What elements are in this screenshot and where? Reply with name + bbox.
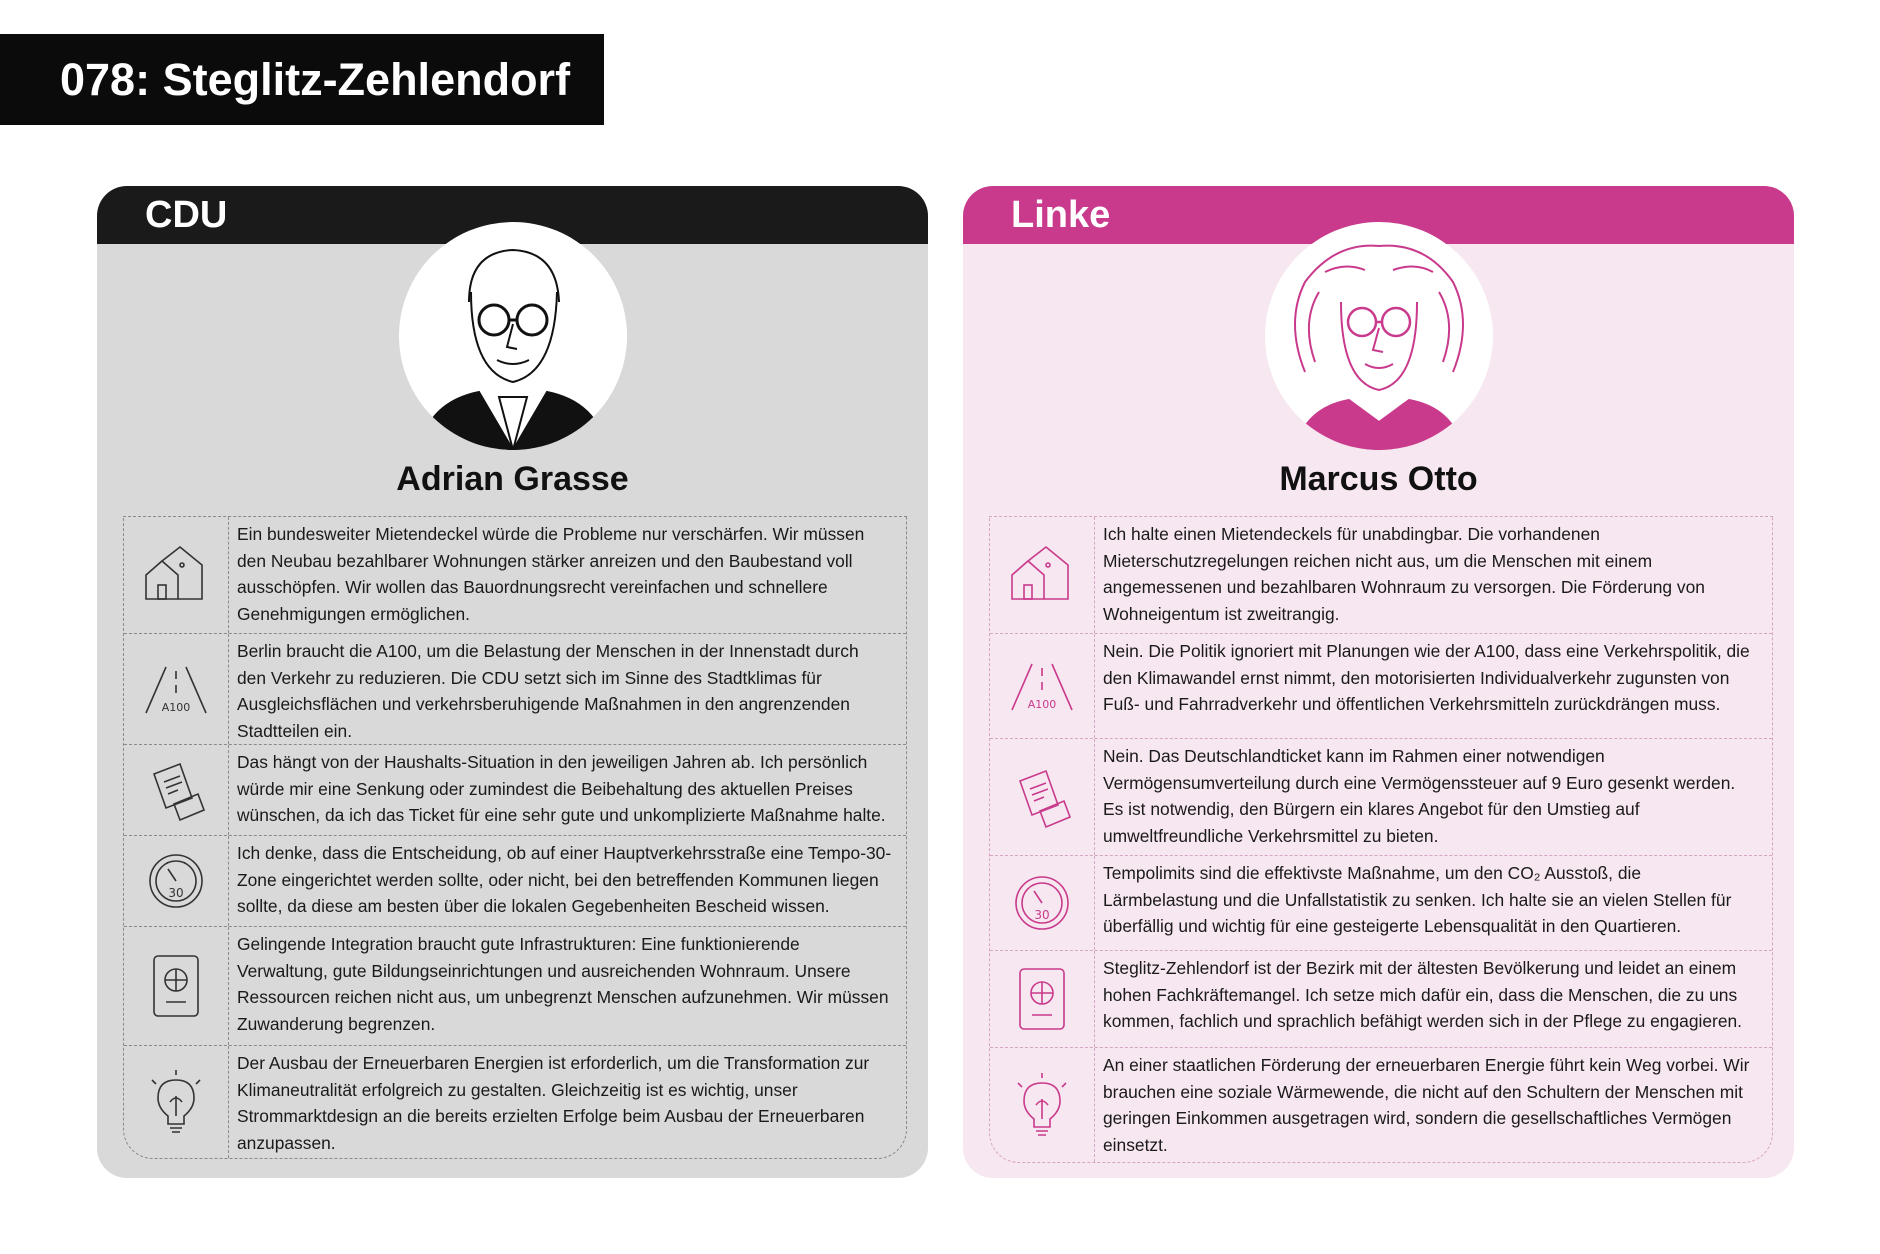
party-header: CDU (97, 186, 928, 244)
houses-icon (124, 517, 229, 633)
answer-row (990, 517, 1772, 634)
answer-text: Das hängt von der Haushalts-Situation in den jeweiligen Jahren ab. Ich persönlich würde mir eine Senkung oder zumindest die Beibehaltung des aktuellen Preises wünschen, da ich das Ticket für eine sehr gute und unkomplizierte Maßnahme halte. (237, 752, 886, 825)
answer-row (990, 634, 1772, 739)
answer-text: Ein bundesweiter Mietendeckel würde die Probleme nur verschärfen. Wir müssen den Neubau bezahlbarer Wohnungen stärker anreizen und den Baubestand voll ausschöpfen. Wir wollen das Bauordnungsrecht vereinfachen und schnellere Genehmigungen ermöglichen. (237, 524, 865, 624)
answer-row (124, 927, 906, 1046)
road-icon (990, 634, 1095, 738)
ticket-icon (124, 745, 229, 835)
answer-text: An einer staatlichen Förderung der erneuerbaren Energie führt kein Weg vorbei. Wir brauchen eine soziale Wärmewende, die nicht auf den Schultern der Menschen mit geringen Einkommen ausgetragen wird, sondern die gesellschaftliches Vermögen einsetzt. (1103, 1055, 1750, 1155)
answer-row (990, 856, 1772, 951)
road-icon (124, 634, 229, 744)
svg-text:30: 30 (1034, 908, 1050, 922)
speedometer-icon (990, 856, 1095, 950)
answer-text: Steglitz-Zehlendorf ist der Bezirk mit der ältesten Bevölkerung und leidet an einem hohen Fachkräftemangel. Ich setze mich dafür ein, dass die Menschen, die zu uns kommen, fachlich und sprachlich befähigt werden sich in der Pflege zu engagieren. (1103, 958, 1742, 1031)
answer-text: Tempolimits sind die effektivste Maßnahme, um den CO₂ Ausstoß, die Lärmbelastung und die Unfallstatistik zu senken. Ich halte sie an vielen Stellen für überfällig und wichtig für eine gesteigerte Lebensqualität in den Quartieren. (1103, 863, 1732, 936)
answer-text: Der Ausbau der Erneuerbaren Energien ist erforderlich, um die Transformation zur Klimaneutralität erfolgreich zu gestalten. Gleichzeitig ist es wichtig, unser Strommarktdesign an die bereits erzielten Erfolge beim Ausbau der Erneuerbaren anzupassen. (237, 1053, 870, 1153)
candidate-name: Adrian Grasse (396, 460, 629, 498)
svg-text:A100: A100 (161, 701, 191, 714)
answers-table (123, 516, 907, 1159)
portrait-drawing (1265, 222, 1493, 450)
answer-text: Berlin braucht die A100, um die Belastung der Menschen in der Innenstadt durch den Verkehr zu reduzieren. Die CDU setzt sich im Sinne des Stadtklimas für Ausgleichsflächen und verkehrsberuhigende Maßnahmen in den angrenzenden Stadtteilen ein. (237, 641, 859, 741)
answer-row (124, 517, 906, 634)
party-header: Linke (963, 186, 1794, 244)
answer-row (990, 739, 1772, 856)
answer-text: Nein. Die Politik ignoriert mit Planungen wie der A100, dass eine Verkehrspolitik, die den Klimawandel ernst nimmt, den motorisierten Individualverkehr zugunsten von Fuß- und Fahrradverkehr und öffentlichen Verkehrsmitteln zurückdrängen muss. (1103, 641, 1750, 714)
answer-row (124, 836, 906, 927)
answer-row (990, 951, 1772, 1048)
ticket-icon (990, 739, 1095, 855)
svg-text:30: 30 (168, 886, 184, 900)
answer-text: Gelingende Integration braucht gute Infrastrukturen: Eine funktionierende Verwaltung, gute Bildungseinrichtungen und ausreichenden Wohnraum. Unsere Ressourcen reichen nicht aus, um unbegrenzt Menschen aufzunehmen. Wir müssen Zuwanderung begrenzen. (237, 934, 889, 1034)
passport-icon (124, 927, 229, 1045)
portrait-drawing (399, 222, 627, 450)
answers-table (989, 516, 1773, 1163)
answer-row (124, 1046, 906, 1158)
candidate-card-cdu (97, 186, 928, 1178)
lightbulb-icon (990, 1048, 1095, 1162)
passport-icon (990, 951, 1095, 1047)
lightbulb-icon (124, 1046, 229, 1158)
answer-row (124, 634, 906, 745)
svg-text:A100: A100 (1027, 698, 1057, 711)
page-title: 078: Steglitz-Zehlendorf (0, 34, 604, 125)
answer-row (990, 1048, 1772, 1162)
candidate-name: Marcus Otto (1279, 460, 1478, 498)
speedometer-icon (124, 836, 229, 926)
houses-icon (990, 517, 1095, 633)
answer-text: Nein. Das Deutschlandticket kann im Rahmen einer notwendigen Vermögensumverteilung durch eine Vermögenssteuer auf 9 Euro gesenkt werden. Es ist notwendig, den Bürgern ein klares Angebot für den Umstieg auf umweltfreundliche Verkehrsmittel zu bieten. (1103, 746, 1736, 846)
candidate-card-linke (963, 186, 1794, 1178)
answer-text: Ich denke, dass die Entscheidung, ob auf einer Hauptverkehrsstraße eine Tempo-30-Zone eingerichtet werden sollte, oder nicht, bei den betreffenden Kommunen liegen sollte, da diese am besten über die lokalen Gegebenheiten Bescheid wissen. (237, 843, 892, 916)
answer-row (124, 745, 906, 836)
answer-text: Ich halte einen Mietendeckels für unabdingbar. Die vorhandenen Mieterschutzregelungen reichen nicht aus, um die Menschen mit einem angemessenen und bezahlbaren Wohnraum zu versorgen. Die Förderung von Wohneigentum ist zweitrangig. (1103, 524, 1705, 624)
